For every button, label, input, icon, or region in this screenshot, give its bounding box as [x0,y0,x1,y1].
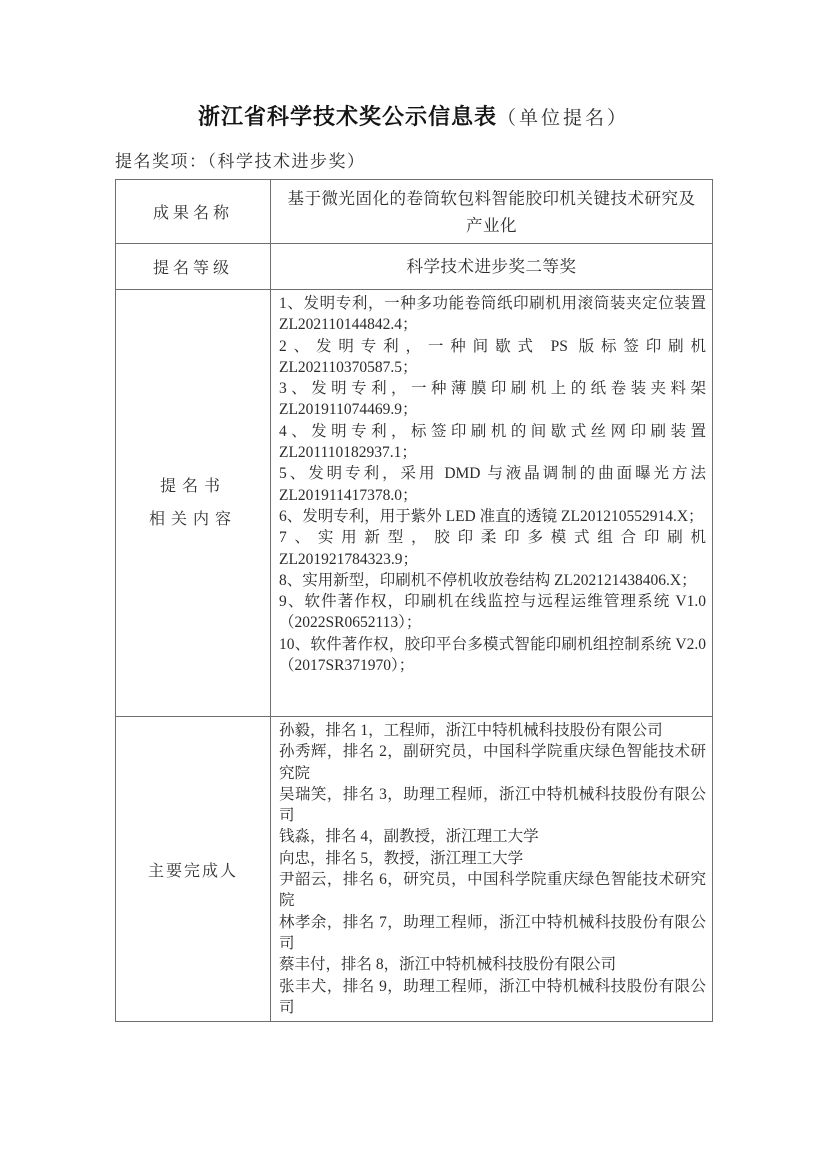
patent-item: 8、实用新型，印刷机不停机收放卷结构 ZL202121438406.X； [279,571,697,589]
completer-item: 孙秀辉，排名 2，副研究员，中国科学院重庆绿色智能技术研究院 [279,743,706,782]
patent-item: 3、发明专利，一种薄膜印刷机上的纸卷装夹料架 ZL201911074469.9； [279,380,706,419]
completer-item: 向忠，排名 5，教授，浙江理工大学 [279,849,524,867]
row-achievement-name [116,180,713,244]
achievement-name-value: 基于微光固化的卷筒软包料智能胶印机关键技术研究及产业化 [271,180,713,244]
completer-item: 钱淼，排名 4，副教授，浙江理工大学 [279,828,539,846]
row-main-completers [116,717,713,1022]
info-table [115,179,713,1022]
achievement-name-label-cell [116,180,271,244]
main-completers-label-cell [116,717,271,1022]
patent-item: 7、实用新型，胶印柔印多模式组合印刷机 ZL201921784323.9； [279,529,706,568]
completer-item: 蔡丰付，排名 8，浙江中特机械科技股份有限公司 [279,956,617,974]
row-nomination-grade [116,244,713,290]
achievement-name-label: 成果名称 [152,205,233,222]
completer-item: 孙毅，排名 1，工程师，浙江中特机械科技股份有限公司 [279,722,663,739]
nomination-content-label-cell [116,290,271,717]
nomination-content-items [271,290,713,717]
patent-item: 4、发明专利，标签印刷机的间歇式丝网印刷装置 ZL201110182937.1； [279,422,706,462]
completer-item: 林孝余，排名 7，助理工程师，浙江中特机械科技股份有限公司 [279,913,706,952]
nomination-content-label-line1: 提名书 [159,478,226,495]
document-content [115,102,712,1022]
nomination-grade-label: 提名等级 [152,260,233,277]
document-title [115,102,712,134]
main-completers-label: 主要完成人 [147,862,238,880]
document-title-main: 浙江省科学技术奖公示信息表 [197,104,497,129]
patent-item: 5、发明专利，采用 DMD 与液晶调制的曲面曝光方法 ZL201911417378.0； [279,465,706,504]
document-title-suffix: （单位提名） [497,108,630,129]
row-nomination-content [116,290,713,717]
completer-item: 吴瑞笑，排名 3，助理工程师，浙江中特机械科技股份有限公司 [279,785,706,825]
completer-item: 张丰犬，排名 9，助理工程师，浙江中特机械科技股份有限公司 [279,977,706,1016]
patent-item: 10、软件著作权，胶印平台多模式智能印刷机组控制系统 V2.0（2017SR371970）； [279,635,706,675]
patent-item: 2、发明专利，一种间歇式 PS 版标签印刷机 ZL202110370587.5； [279,337,706,376]
patent-item: 1、发明专利，一种多功能卷筒纸印刷机用滚筒装夹定位装置 ZL202110144842.4； [279,295,706,334]
main-completers-items [271,717,713,1022]
nomination-grade-label-cell [116,244,271,290]
nomination-grade-value: 科学技术进步奖二等奖 [271,244,713,290]
award-category-line: 提名奖项：（科学技术进步奖） [115,152,366,171]
patent-item: 6、发明专利，用于紫外 LED 准直的透镜 ZL201210552914.X； [279,507,704,525]
patent-item: 9、软件著作权，印刷机在线监控与远程运维管理系统 V1.0（2022SR0652113）； [279,593,706,632]
nomination-content-label-line2: 相关内容 [148,511,237,528]
completer-item: 尹韶云，排名 6，研究员，中国科学院重庆绿色智能技术研究院 [279,871,706,910]
